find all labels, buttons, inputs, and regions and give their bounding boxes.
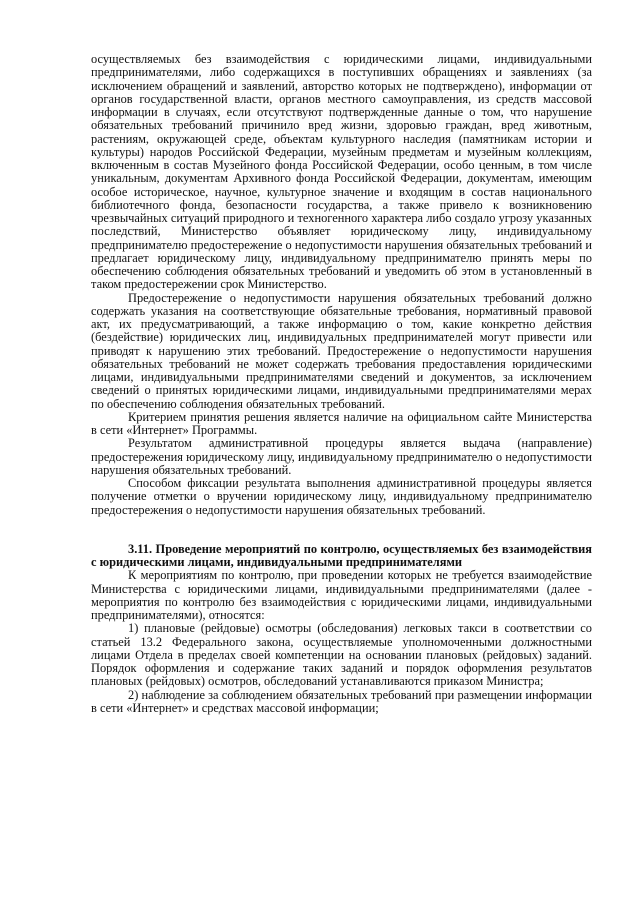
paragraph-decision-criterion: Критерием принятия решения является наличие на официальном сайте Министерства в сети «Интернет» Программы. xyxy=(91,409,592,437)
list-item-1-taxi-inspections: 1) плановые (рейдовые) осмотры (обследования) легковых такси в соответствии со статьей 13.2 Федерального закона, осуществляемые уполномоченными должностными лицами Отдела в пределах своей компетенции на основании плановых (рейдовых) заданий. Порядок оформления и содержание таких заданий и порядок оформления результатов плановых (рейдовых) осмотров, обследований устанавливаются приказом Министра; xyxy=(91,621,592,689)
paragraph-procedure-result: Результатом административной процедуры является выдача (направление) предостережения юридическому лицу, индивидуальному предпринимателю о недопустимости нарушения обязательных требований. xyxy=(91,436,592,477)
paragraph-control-measures-intro: К мероприятиям по контролю, при проведении которых не требуется взаимодействие Министерства с юридическими лицами, индивидуальными предпринимателями (далее - мероприятия по контролю без взаимодействия с юридическими лицами, индивидуальными предпринимателями), относятся: xyxy=(91,568,592,622)
document-page xyxy=(91,53,592,715)
paragraph-warning-content: Предостережение о недопустимости нарушения обязательных требований должно содержать указания на соответствующие обязательные требования, нормативный правовой акт, их предусматривающий, а также информацию о том, какие конкретно действия (бездействие) юридических лиц, индивидуальных предпринимателей могут привести или приводят к нарушению этих требований. Предостережение о недопустимости нарушения обязательных требований не может содержать требования предоставления юридическими лицами, индивидуальными предпринимателями сведений и документов, за исключением сведений о принятых юридическими лицами, индивидуальными предпринимателями мерах по обеспечению соблюдения обязательных требований. xyxy=(91,290,592,411)
paragraph-result-recording: Способом фиксации результата выполнения административной процедуры является получение отметки о вручении юридическому лицу, индивидуальному предпринимателю предостережения о недопустимости нарушения обязательных требований. xyxy=(91,476,592,517)
section-heading-3-11: 3.11. Проведение мероприятий по контролю, осуществляемых без взаимодействия с юридическими лицами, индивидуальными предпринимателями xyxy=(91,541,592,569)
paragraph-preventive-warning-conditions: осуществляемых без взаимодействия с юридическими лицами, индивидуальными предпринимателями, либо содержащихся в поступивших обращениях и заявлениях (за исключением обращений и заявлений, авторство которых не подтверждено), информации от органов государственной власти, органов местного самоуправления, из средств массовой информации в случаях, если отсутствуют подтвержденные данные о том, что нарушение обязательных требований причинило вред жизни, здоровью граждан, вред животным, растениям, окружающей среде, объектам культурного наследия (памятникам истории и культуры) народов Российской Федерации, музейным предметам и музейным коллекциям, включенным в состав Музейного фонда Российской Федерации, особо ценным, в том числе уникальным, документам Архивного фонда Российской Федерации, документам, имеющим особое историческое, научное, культурное значение и входящим в состав национального библиотечного фонда, безопасности государства, а также привело к возникновению чрезвычайных ситуаций природного и техногенного характера либо создало угрозу указанных последствий, Министерство объявляет юридическому лицу, индивидуальному предпринимателю предостережение о недопустимости нарушения обязательных требований и предлагает юридическому лицу, индивидуальному предпринимателю принять меры по обеспечению соблюдения обязательных требований и уведомить об этом в установленный в таком предостережении срок Министерство. xyxy=(91,52,592,292)
list-item-2-internet-monitoring: 2) наблюдение за соблюдением обязательных требований при размещении информации в сети «Интернет» и средствах массовой информации; xyxy=(91,687,592,715)
